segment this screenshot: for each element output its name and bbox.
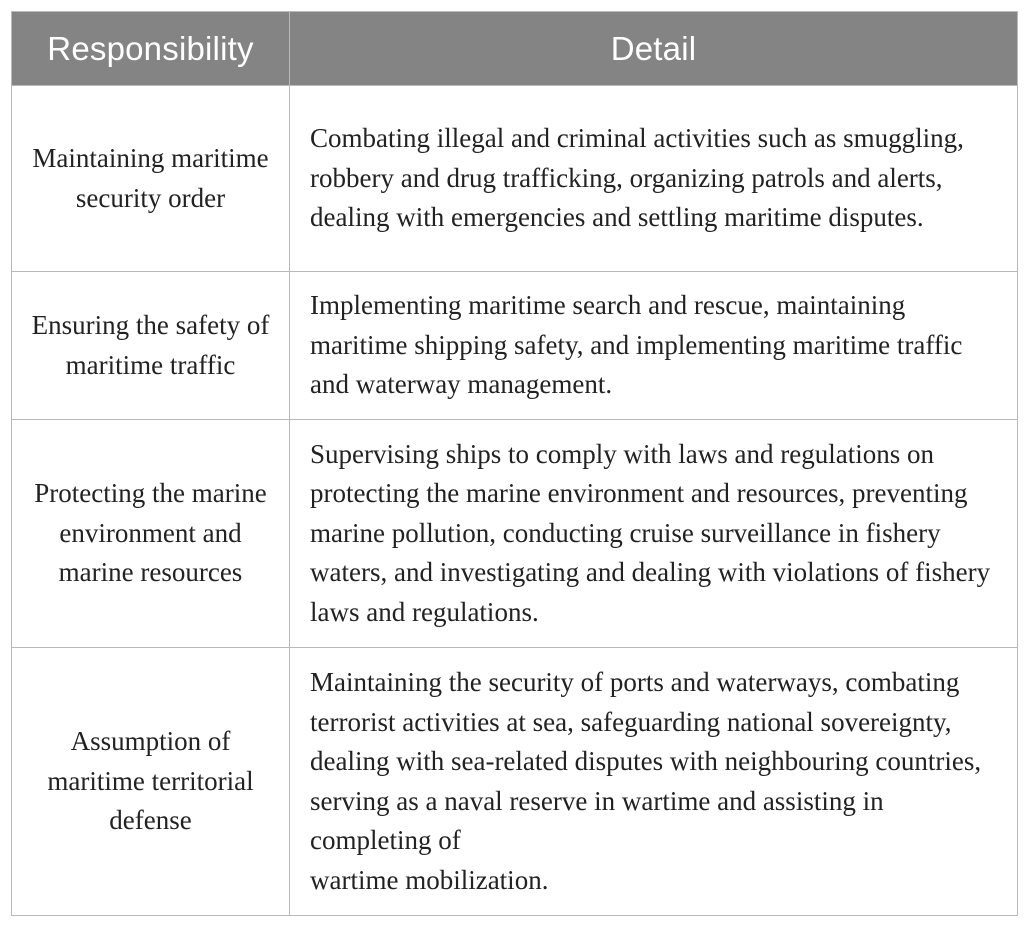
responsibility-cell: Assumption of maritime territorial defense — [12, 648, 290, 916]
detail-cell: Maintaining the security of ports and waterways, combating terrorist activities at sea, safeguarding national sovereignty, dealing with sea-related disputes with neighbouring countries, serving as a naval reserve in wartime and assisting in completing of wartime mobilization. — [290, 648, 1018, 916]
table-row — [12, 272, 1018, 420]
header-detail: Detail — [290, 12, 1018, 86]
responsibility-cell: Ensuring the safety of maritime traffic — [12, 272, 290, 420]
responsibilities-table — [11, 11, 1018, 916]
table-row — [12, 648, 1018, 916]
detail-cell: Implementing maritime search and rescue, maintaining maritime shipping safety, and implementing maritime traffic and waterway management. — [290, 272, 1018, 420]
table-row — [12, 86, 1018, 272]
table-row — [12, 420, 1018, 648]
header-row — [12, 12, 1018, 86]
detail-cell: Supervising ships to comply with laws and regulations on protecting the marine environment and resources, preventing marine pollution, conducting cruise surveillance in fishery waters, and investigating and dealing with violations of fishery laws and regulations. — [290, 420, 1018, 648]
header-responsibility: Responsibility — [12, 12, 290, 86]
responsibility-cell: Protecting the marine environment and marine resources — [12, 420, 290, 648]
detail-cell: Combating illegal and criminal activities such as smuggling, robbery and drug trafficking, organizing patrols and alerts, dealing with emergencies and settling maritime disputes. — [290, 86, 1018, 272]
responsibility-cell: Maintaining maritime security order — [12, 86, 290, 272]
